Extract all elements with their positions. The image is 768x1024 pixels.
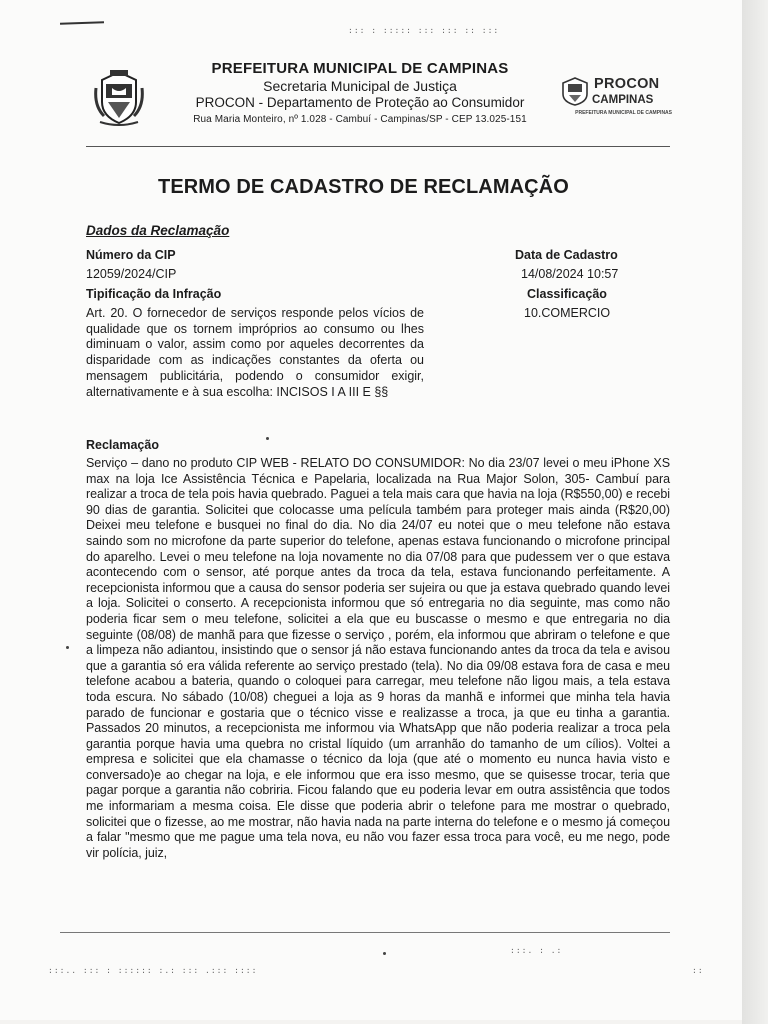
date-value: 14/08/2024 10:57: [521, 267, 619, 281]
header-divider: [86, 146, 670, 147]
letterhead: [88, 58, 672, 138]
date-label: Data de Cadastro: [515, 248, 618, 262]
cip-value: 12059/2024/CIP: [86, 267, 177, 281]
reclamacao-label: Reclamação: [86, 438, 159, 452]
header-line1: PREFEITURA MUNICIPAL DE CAMPINAS: [211, 60, 509, 77]
letterhead-text: [164, 58, 556, 125]
procon-city: CAMPINAS: [592, 94, 654, 106]
scan-speck: [266, 437, 269, 440]
header-address: Rua Maria Monteiro, nº 1.028 - Cambuí - Campinas/SP - CEP 13.025-151: [193, 114, 527, 125]
procon-logo: [560, 74, 672, 122]
reclamacao-text: Serviço – dano no produto CIP WEB - RELATO DO CONSUMIDOR: No dia 23/07 levei o meu iPhone XS max na loja Ice Assistência Técnica e Papelaria, localizada na Rua Major Solon, 305- Cambuí para realizar a troca de tela pois havia quebrado. Paguei a tela mais cara que havia na loja (R$550,00) e recebi 90 dias de garantia. Solicitei que colocasse uma película também para proteger mais ainda (R$20,00) Deixei meu telefone e busquei no final do dia. No dia 24/07 eu notei que o meu telefone não estava saindo som no microfone da parte superior do telefone, apenas estava funcionando o microfone principal do aparelho. Levei o meu telefone na loja novamente no dia 07/08 para que pudessem ver o que estava acontecendo com o sensor, até porque antes da troca da tela, estava funcionando perfeitamente. A recepcionista informou que a causa do sensor poderia ser sujeira ou que ja estava quebrado quando levei a loja. Solicitei o conserto. A recepcionista informou que só entregaria no dia seguinte, mas como não poderia ficar sem o meu telefone, solicitei a ela que eu buscasse o mesmo e que entregaria no dia seguinte (08/08) de manhã para que fizesse o serviço , porém, ela informou que abriram o telefone e que a limpeza não adiantou, insistindo que o sensor já não estava funcionando antes da troca da tela e avisou que a garantia só era válida referente ao serviço prestado (tela). No dia 09/08 estava fora de casa e meu telefone acabou a bateria, quando o coloquei para carregar, meu telefone não ligou mais, a tela estava toda escura. No sábado (10/08) cheguei a loja as 9 horas da manhã e informei que minha tela havia parado de funcionar e gostaria que o técnico visse e realizasse a troca, ja que eu tinha a garantia. Passados 20 minutos, a recepcionista me informou via WhatsApp que não poderia realizar a troca pela garantia porque havia uma quebra no cristal líquido (um arranhão do tamanho de um cílios). Voltei a empresa e solicitei que ela chamasse o técnico da loja (que até o momento eu nunca havia visto e conversado)e ao chegar na loja, e ele informou que era isso mesmo, que se quisesse trocar, teria que pagar porque a garantia não cobriria. Ficou falando que eu poderia levar em outra assistência que todos me informariam a mesma coisa. Ele disse que poderia abrir o telefone para me mostrar o quebrado, solicitei que o fizesse, ao me mostrar, não havia nada na parte interna do telefone e o mesmo já começou a falar "mesmo que me pague uma tela nova, eu não vou fazer essa troca para você, eu me nego, pode vir polícia, juiz,: [86, 456, 670, 860]
header-line2: Secretaria Municipal de Justiça: [263, 78, 457, 94]
scan-speck: [383, 952, 386, 955]
tipificacao-text: Art. 20. O fornecedor de serviços responde pelos vícios de qualidade que os tornem impróprios ao consumo ou lhes diminuam o valor, assim como por aqueles decorrentes da disparidade com as indicações constantes da oferta ou mensagem publicitária, podendo o consumidor exigir, alternativamente e à sua escolha: INCISOS I A III E §§: [86, 306, 424, 399]
procon-word: PROCON: [594, 76, 660, 92]
scan-edge: [742, 0, 768, 1024]
procon-sub: PREFEITURA MUNICIPAL DE CAMPINAS: [575, 110, 672, 116]
scan-code-bottom: :::.. ::: : :::::: :.: ::: .::: ::::: [48, 966, 258, 975]
section-title: Dados da Reclamação: [86, 223, 230, 238]
document-title: TERMO DE CADASTRO DE RECLAMAÇÃO: [158, 176, 569, 198]
scan-code-top: ::: : ::::: ::: ::: :: :::: [348, 26, 500, 35]
classificacao-value: 10.COMERCIO: [524, 306, 611, 320]
scan-code-corner: ::: [692, 966, 704, 975]
classificacao-label: Classificação: [527, 287, 607, 301]
tipificacao-label: Tipificação da Infração: [86, 287, 222, 301]
procon-logo-icon: [560, 76, 590, 106]
campinas-crest-icon: [92, 68, 146, 126]
footer-divider: [60, 932, 670, 933]
scan-code-footer: :::. : .:: [510, 946, 563, 955]
header-line3: PROCON - Departamento de Proteção ao Consumidor: [195, 95, 525, 110]
cip-label: Número da CIP: [86, 248, 176, 262]
scan-speck: [66, 646, 69, 649]
